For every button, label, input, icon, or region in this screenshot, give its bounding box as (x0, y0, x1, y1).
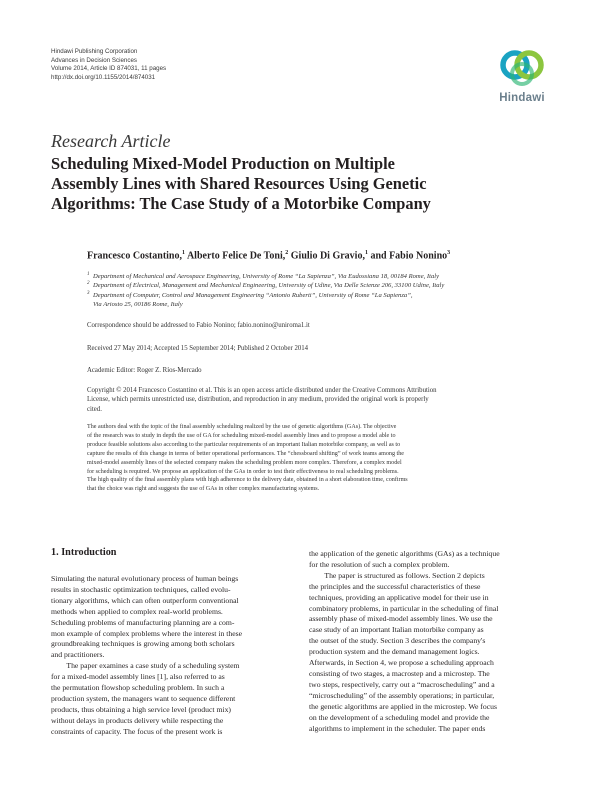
body-line: case study of an important Italian motorbike company as (309, 625, 484, 635)
body-line: the application of the genetic algorithms (GAs) as a technique (309, 549, 500, 558)
body-line: the outset of the study. Section 3 describes the company's (309, 636, 486, 646)
author-affiliation-mark: 1 (182, 250, 185, 256)
correspondence: Correspondence should be addressed to Fabio Nonino; fabio.nonino@uniroma1.it (87, 322, 310, 329)
body-line: assembly phase of mixed-model assembly lines. We use the (309, 614, 493, 624)
academic-editor: Academic Editor: Roger Z. Ríos-Mercado (87, 367, 202, 374)
author-affiliation-mark: 1 (364, 250, 368, 256)
paper-title (51, 154, 531, 214)
title-line: Assembly Lines with Shared Resources Using Genetic (51, 174, 427, 193)
abstract-line: The authors deal with the topic of the final assembly scheduling realized by the use of genetic algorithms (GAs). The objective (87, 424, 397, 430)
affiliation-item: 1 Department of Mechanical and Aerospace Engineering, University of Rome “La Sapienza”, Via Eudossiana 18, 00184 Rome, Italy (87, 272, 440, 280)
body-line: results in stochastic optimization techniques, called evolu- (51, 584, 231, 594)
abstract-line: capture the results of this change in terms of better operational performances. The “chessboard shifting” of work teams among the (87, 450, 404, 457)
body-line: Simulating the natural evolutionary process of human beings (51, 574, 239, 583)
author-name: and Fabio Nonino (367, 250, 448, 262)
body-line: the genetic algorithms are applied in the microstep. We focus (309, 701, 497, 711)
body-line: production system, the managers want to sequence different (51, 693, 236, 703)
body-line: tionary algorithms, which can often outperform conventional (51, 595, 239, 605)
body-line: methods when applied to complex real-world problems. (51, 606, 223, 616)
body-line: for the resolution of such a complex problem. (309, 559, 450, 569)
right-column (309, 549, 550, 734)
copyright-line: Copyright © 2014 Francesco Costantino et al. This is an open access article distributed under the Creative Commons Attribution (87, 387, 437, 394)
body-line: combinatory problems, in particular in the scheduling of final (309, 603, 499, 613)
journal-header (51, 48, 166, 82)
body-line: the principles and the successful characteristics of these (309, 581, 481, 591)
publication-dates: Received 27 May 2014; Accepted 15 September 2014; Published 2 October 2014 (87, 345, 309, 352)
body-line: The paper is structured as follows. Section 2 depicts (309, 570, 485, 580)
logo-text: Hindawi (499, 92, 545, 104)
article-type: Research Article (51, 131, 171, 151)
body-line: “microscheduling” of the assembly operations; in particular, (309, 690, 495, 700)
author-name: Giulio Di Gravio, (288, 250, 365, 262)
body-line: groundbreaking techniques is growing among both scholars (51, 639, 235, 649)
abstract-line: The high quality of the final assembly plans with high adherence to the delivery date, obtained in a short elaboration time, confirms (87, 477, 408, 484)
section-heading: 1. Introduction (51, 547, 117, 558)
affiliation-continuation: Via Ariosto 25, 00186 Rome, Italy (93, 301, 183, 309)
abstract-line: for scheduling is required. We propose an application of the GAs in order to test their effectiveness to real scheduling problems. (87, 468, 399, 475)
doi-link[interactable]: http://dx.doi.org/10.1155/2014/874031 (51, 73, 156, 81)
affiliation-item: 2 Department of Electrical, Management and Mechanical Engineering, University of Udine, Via Delle Scienze 206, 33100 Udine, Italy (87, 281, 445, 290)
title-line: Scheduling Mixed-Model Production on Multiple (51, 154, 395, 173)
body-line: two steps, respectively, carry out a “macroscheduling” and a (309, 679, 495, 689)
body-line: the permutation flowshop scheduling problem. In such a (51, 683, 225, 693)
affiliation-item: 3 Department of Computer, Control and Management Engineering “Antonio Ruberti”, University of Rome “La Sapienza”, (87, 290, 413, 299)
copyright-line: cited. (87, 405, 102, 413)
body-line: Scheduling problems of manufacturing planning are a com- (51, 617, 235, 627)
body-line: algorithms to implement in the scheduler. The paper ends (309, 723, 486, 733)
body-line: products, thus obtaining a high service level (product mix) (51, 704, 231, 714)
body-line: production system and the demand management logics. (309, 647, 480, 657)
body-line: for a mixed-model assembly lines [1], also referred to as (51, 672, 225, 682)
author-name: Alberto Felice De Toni, (185, 250, 286, 262)
journal-name: Advances in Decision Sciences (51, 56, 137, 64)
volume-info: Volume 2014, Article ID 874031, 11 pages (51, 65, 167, 73)
body-line: constraints of capacity. The focus of the present work is (51, 726, 223, 736)
abstract (87, 423, 550, 494)
copyright-notice (87, 386, 550, 414)
body-line: techniques, providing an applicative model for their use in (309, 592, 489, 602)
body-line: consisting of two stages, a macrostep and a microstep. The (309, 668, 490, 678)
body-line: on the development of a scheduling model and provide the (309, 712, 490, 722)
author-name: Francesco Costantino, (87, 250, 182, 262)
hindawi-logo (494, 44, 550, 108)
author-list (87, 250, 450, 261)
title-line: Algorithms: The Case Study of a Motorbike Company (51, 194, 431, 213)
affiliations (87, 272, 557, 310)
body-line: mon example of complex problems where the interest in these (51, 628, 243, 638)
body-line: without delays in products delivery while respecting the (51, 715, 224, 725)
abstract-line: produce feasible solutions also according to the particular requirements of an important Italian motorbike company, as well as to (87, 441, 401, 448)
body-line: and practitioners. (51, 650, 105, 660)
publisher-name: Hindawi Publishing Corporation (51, 48, 138, 55)
body-line: Afterwards, in Section 4, we propose a scheduling approach (309, 658, 494, 668)
abstract-line: of the research was to study in depth the use of GA for scheduling mixed-model assembly lines and to propose a model able to (87, 432, 396, 439)
abstract-line: that the choice was right and suggests the use of GAs in other complex manufacturing systems. (87, 486, 320, 493)
hindawi-logo-icon (494, 44, 550, 92)
left-column (51, 574, 291, 738)
author-affiliation-mark: 2 (285, 250, 289, 256)
author-affiliation-mark: 3 (447, 250, 451, 256)
abstract-line: mixed-model assembly lines of the selected company makes the scheduling problem more complex. Therefore, a complex model (87, 459, 402, 466)
copyright-line: License, which permits unrestricted use, distribution, and reproduction in any medium, provided the original work is properly (87, 396, 429, 404)
body-line: The paper examines a case study of a scheduling system (51, 661, 240, 671)
